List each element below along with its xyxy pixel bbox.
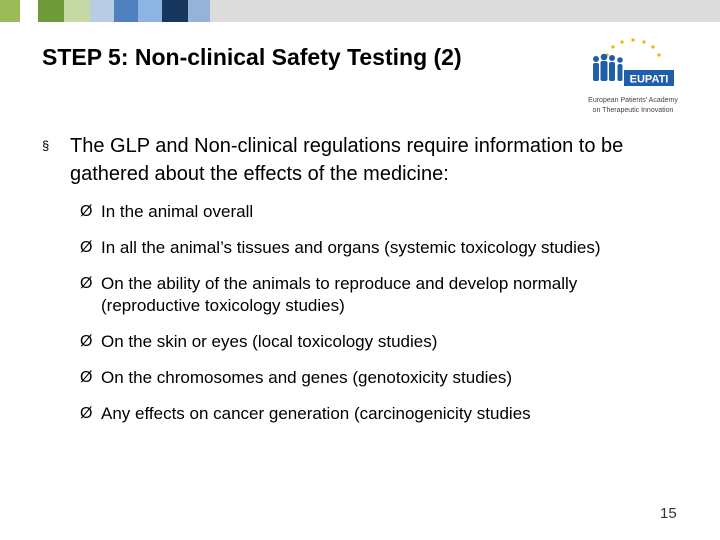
sub-bullet-text: On the chromosomes and genes (genotoxicity studies) bbox=[101, 368, 513, 387]
bullet-marker: § bbox=[42, 138, 50, 153]
sub-bullet bbox=[80, 403, 680, 425]
people-icon bbox=[593, 54, 623, 81]
logo-name: EUPATI bbox=[629, 73, 669, 86]
logo-tagline-line-2: on Therapeutic Innovation bbox=[592, 107, 674, 114]
sub-bullet bbox=[80, 273, 680, 317]
arrow-marker-icon: Ø bbox=[80, 369, 93, 386]
sub-bullet bbox=[80, 367, 680, 389]
header-square bbox=[0, 0, 20, 22]
sub-bullet bbox=[80, 201, 680, 223]
header-square bbox=[90, 0, 114, 22]
slide-title: STEP 5: Non-clinical Safety Testing (2) bbox=[42, 44, 462, 70]
arrow-marker-icon: Ø bbox=[80, 333, 93, 350]
sub-bullet bbox=[80, 331, 680, 353]
arrow-marker-icon: Ø bbox=[80, 405, 93, 422]
sub-bullet-text: On the ability of the animals to reproduce and develop normally (reproductive toxicology studies) bbox=[101, 274, 578, 315]
header-square bbox=[188, 0, 210, 22]
sub-bullet bbox=[80, 237, 680, 259]
eupati-logo-icon bbox=[578, 36, 688, 96]
eupati-logo bbox=[578, 36, 688, 118]
header-square bbox=[162, 0, 188, 22]
page-number: 15 bbox=[660, 505, 677, 522]
main-bullet-text: The GLP and Non-clinical regulations require information to be gathered about the effects of the medicine: bbox=[70, 135, 624, 185]
main-bullet bbox=[42, 132, 692, 188]
star-ring-icon bbox=[603, 38, 660, 65]
header-color-bar bbox=[0, 0, 720, 22]
sub-bullet-text: On the skin or eyes (local toxicology studies) bbox=[101, 332, 438, 351]
header-square bbox=[210, 0, 720, 22]
header-square bbox=[38, 0, 64, 22]
header-square bbox=[114, 0, 138, 22]
logo-tagline bbox=[578, 96, 688, 116]
header-square bbox=[138, 0, 162, 22]
sub-bullet-text: In the animal overall bbox=[101, 202, 254, 221]
sub-bullet-text: Any effects on cancer generation (carcinogenicity studies bbox=[101, 404, 531, 423]
arrow-marker-icon: Ø bbox=[80, 203, 93, 220]
header-square bbox=[64, 0, 90, 22]
sub-bullet-list bbox=[80, 201, 680, 425]
logo-tagline-line-1: European Patients' Academy bbox=[588, 97, 678, 104]
arrow-marker-icon: Ø bbox=[80, 275, 93, 292]
arrow-marker-icon: Ø bbox=[80, 239, 93, 256]
sub-bullet-text: In all the animal’s tissues and organs (systemic toxicology studies) bbox=[101, 238, 601, 257]
